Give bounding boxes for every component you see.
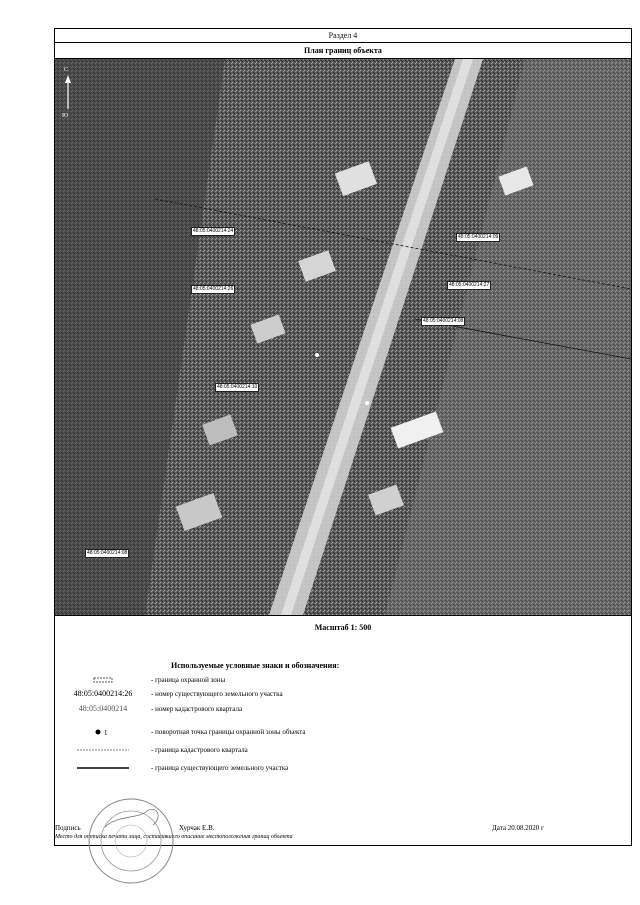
section-header: Раздел 4 [55,29,631,43]
map-scale: Масштаб 1: 500 [314,623,372,632]
parcel-boundary-symbol [55,761,151,775]
parcel-label: 48:05:0400214:09 [458,234,499,240]
page-title: План границ объекта [55,43,631,59]
legend-item: 48:05:0400214 - номер кадастрового квартала [78,704,243,713]
legend-item: - граница охранной зоны [55,673,631,687]
document-frame: Раздел 4 План границ объекта С Ю 48:05:0400214:24 48:05:0400214:26 48:05:0400214:10 48:05:0400214:09 48:05:0400214:27 48:05:0400214:08 48:05:0400214:08 Масштаб 1: 500 Используемые условные знаки и обозначения: - граница охранной зоны 48:05:0400214:26 - номер существующего земельного участка 48:05:0400214 - номер кадастрового квартала 1 - поворотная точка границы охранной зоны объекта - граница кадастрового квартала - граница существующего земельного участка Подпись Хурчак Е.В. Дата 20.08.2020 г Место для оттиска печати лица, составившего описание местоположения границ объекта [54,28,632,846]
parcel-label: 48:05:0400214:24 [193,228,234,234]
seal-stamp-icon [87,797,175,885]
parcel-label: 48:05:0400214:27 [449,282,490,288]
legend-title: Используемые условные знаки и обозначения: [171,661,340,670]
protection-zone-symbol [55,673,151,687]
parcel-label: 48:05:0400214:08 [87,550,128,556]
stamp-place-note: Место для оттиска печати лица, составившего описание местоположения границ объекта [55,834,293,840]
turning-point-symbol [55,725,151,739]
parcel-label: 48:05:0400214:10 [217,384,258,390]
svg-text:1: 1 [104,729,108,737]
legend-item: 48:05:0400214:26 - номер существующего земельного участка [73,689,283,698]
legend-item: - граница кадастрового квартала [55,743,631,757]
satellite-map[interactable] [55,59,631,616]
north-arrow-icon: С Ю [62,67,74,119]
legend-item: 1 - поворотная точка границы охранной зоны объекта [55,725,631,739]
quarter-boundary-symbol [55,743,151,757]
map-imagery [55,59,631,615]
parcel-label: 48:05:0400214:26 [193,286,234,292]
legend-item: - граница существующего земельного участка [55,761,631,775]
parcel-label: 48:05:0400214:08 [423,318,464,324]
